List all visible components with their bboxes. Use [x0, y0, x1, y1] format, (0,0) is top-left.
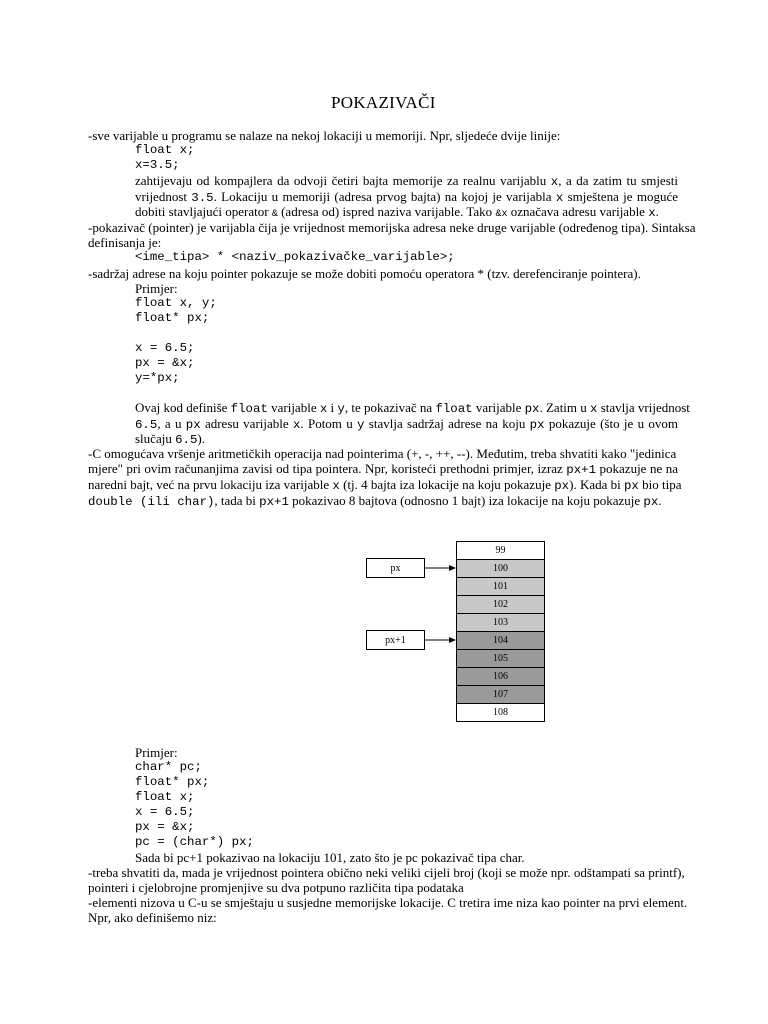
memory-cell-108: 108	[456, 703, 545, 722]
code-inline: &x	[495, 209, 508, 220]
code-line: px = &x;	[135, 356, 195, 370]
memory-cell-107: 107	[456, 685, 545, 704]
text: slučaju	[135, 431, 176, 446]
text: i	[327, 400, 338, 415]
memory-cell-106: 106	[456, 667, 545, 686]
code-inline: float	[230, 402, 268, 416]
code-line: px = &x;	[135, 820, 195, 834]
memory-cell-102: 102	[456, 595, 545, 614]
text: mjere" pri ovim računanjima zavisi od tipa pointera. Npr, koristeći prethodni primjer, izraz	[88, 461, 567, 476]
text: zahtijevaju od kompajlera da odvoji četiri bajta memorije za realnu varijablu	[135, 173, 551, 188]
text: (adresa od) ispred naziva varijable. Tako	[277, 204, 496, 219]
pointer-px-box: px	[366, 558, 425, 578]
code-inline: 6.5	[135, 418, 158, 432]
code-inline: x	[319, 402, 328, 416]
text: varijable	[267, 400, 320, 415]
arithmetic-line: -C omogućava vršenje aritmetičkih operacija nad pointerima (+, -, ++, --). Međutim, treba shvatiti kako "jedinica	[88, 446, 677, 461]
code-inline: 6.5	[175, 433, 198, 447]
code-line: x=3.5;	[135, 158, 180, 172]
example-label: Primjer:	[135, 745, 178, 760]
text: . Zatim u	[539, 400, 591, 415]
code-line: float x;	[135, 143, 195, 157]
code-inline: px+1	[566, 463, 597, 477]
code-inline: px	[185, 418, 201, 432]
code-inline: &	[271, 209, 278, 220]
text: bio tipa	[638, 477, 682, 492]
pointer-definition-line: definisanja je:	[88, 235, 162, 250]
text: . Potom u	[300, 416, 358, 431]
text: . Lokaciju u memoriji (adresa prvog bajta) na kojoj je varijabla	[213, 189, 556, 204]
intro-line: -sve varijable u programu se nalaze na nekoj lokaciji u memoriji. Npr, sljedeće dvije linije:	[88, 128, 561, 143]
code-inline: x	[590, 402, 598, 416]
text: pokazuje ne na	[596, 461, 678, 476]
code-inline: float	[435, 402, 473, 416]
code-inline: double (ili char)	[88, 495, 215, 509]
memory-cell-103: 103	[456, 613, 545, 632]
code-line: x = 6.5;	[135, 341, 195, 355]
code-inline: px+1	[259, 495, 289, 509]
text: dobiti stavljajući operator	[135, 204, 272, 219]
text: naredni bajt, već na prvu lokaciju iza varijable	[88, 477, 333, 492]
example-note: Sada bi pc+1 pokazivao na lokaciju 101, zato što je pc pokazivač tipa char.	[135, 850, 525, 865]
text: .	[655, 204, 659, 219]
memory-cell-105: 105	[456, 649, 545, 668]
code-inline: px	[623, 479, 639, 493]
code-line: float x;	[135, 790, 195, 804]
code-inline: x	[332, 479, 340, 493]
text: ).	[197, 431, 205, 446]
pointer-px1-box: px+1	[366, 630, 425, 650]
code-line: char* pc;	[135, 760, 202, 774]
text: , a u	[157, 416, 186, 431]
text: pokazivao 8 bajtova (odnosno 1 bajt) iza lokacije na koju pokazuje	[288, 493, 644, 508]
code-inline: px	[643, 495, 659, 509]
note-line: -treba shvatiti da, mada je vrijednost pointera obično neki veliki cijeli broj (koji se može npr. odštampati sa printf),	[88, 865, 685, 880]
text: pokazuje (što je u ovom	[544, 416, 678, 431]
note-line: Npr, ako definišemo niz:	[88, 910, 217, 925]
code-inline: x	[550, 175, 559, 189]
text: vrijednost	[135, 189, 192, 204]
code-inline: x	[292, 418, 301, 432]
code-line: pc = (char*) px;	[135, 835, 254, 849]
text: smještena je moguće	[563, 189, 678, 204]
code-inline: y	[337, 402, 345, 416]
memory-cell-99: 99	[456, 541, 545, 560]
text: (tj. 4 bajta iza lokacije na koju pokazuje	[339, 477, 555, 492]
text: , a da zatim tu smjesti	[558, 173, 678, 188]
text: , te pokazivač na	[344, 400, 436, 415]
code-inline: px	[554, 479, 570, 493]
text: ). Kada bi	[569, 477, 624, 492]
syntax-code: <ime_tipa> * <naziv_pokazivačke_varijable>;	[135, 250, 455, 264]
code-line: float* px;	[135, 311, 210, 325]
memory-cell-104: 104	[456, 631, 545, 650]
text: , tada bi	[214, 493, 260, 508]
code-line: float x, y;	[135, 296, 217, 310]
code-inline: y	[357, 418, 365, 432]
code-inline: px	[529, 418, 545, 432]
pointer-definition-line: -pokazivač (pointer) je varijabla čija je vrijednost memorijska adresa neke druge varijable (određenog tipa). Sintaksa	[88, 220, 696, 235]
page-title: POKAZIVAČI	[331, 93, 436, 112]
text: adresu varijable	[200, 416, 293, 431]
px1-arrowhead	[449, 637, 456, 643]
note-line: -elementi nizova u C-u se smještaju u susjedne memorijske lokacije. C tretira ime niza kao pointer na prvi element.	[88, 895, 688, 910]
deref-line: -sadržaj adrese na koju pointer pokazuje se može dobiti pomoću operatora * (tzv. derefenciranje pointera).	[88, 266, 641, 281]
memory-cell-100: 100	[456, 559, 545, 578]
note-line: pointeri i cjelobrojne promjenjive su dva potpuno različita tipa podataka	[88, 880, 464, 895]
text: varijable	[472, 400, 525, 415]
code-line: x = 6.5;	[135, 805, 195, 819]
code-inline: x	[555, 191, 564, 205]
text: Ovaj kod definiše	[135, 400, 231, 415]
text: stavlja sadržaj adrese na koju	[364, 416, 530, 431]
memory-cell-101: 101	[456, 577, 545, 596]
code-inline: x	[648, 206, 656, 220]
code-inline: px	[524, 402, 540, 416]
code-line: float* px;	[135, 775, 210, 789]
text: stavlja vrijednost	[597, 400, 690, 415]
text: .	[658, 493, 662, 508]
px-arrowhead	[449, 565, 456, 571]
text: označava adresu varijable	[507, 204, 649, 219]
code-inline: 3.5	[191, 191, 214, 205]
code-line: y=*px;	[135, 371, 180, 385]
example-label: Primjer:	[135, 281, 178, 296]
